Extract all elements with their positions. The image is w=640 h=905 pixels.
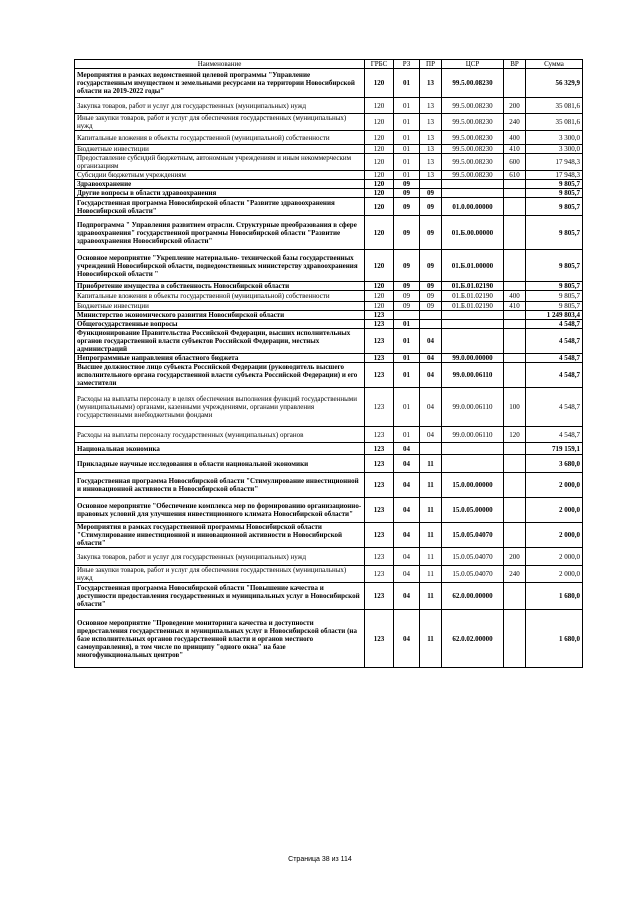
header-vr: ВР <box>504 60 526 69</box>
row-rz: 09 <box>394 216 420 250</box>
row-pr: 09 <box>420 198 442 216</box>
table-row <box>75 114 583 131</box>
row-grbs: 120 <box>365 216 394 250</box>
row-name: Государственная программа Новосибирской области "Повышение качества и доступности предоставления государственных и муниципальных услуг в Новосибирской области" <box>75 583 365 610</box>
table-row <box>75 354 583 363</box>
row-csr: 15.0.05.04070 <box>442 523 504 548</box>
row-rz: 01 <box>394 145 420 154</box>
row-vr <box>504 282 526 291</box>
row-pr <box>420 311 442 320</box>
row-pr <box>420 443 442 455</box>
row-sum: 4 548,7 <box>526 329 583 354</box>
row-rz: 01 <box>394 131 420 145</box>
row-name: Высшее должностное лицо субъекта Российской Федерации (руководитель высшего исполнительного органа государственной власти субъекта Российской Федерации) и его заместители <box>75 363 365 388</box>
row-pr: 13 <box>420 131 442 145</box>
row-sum: 4 548,7 <box>526 388 583 427</box>
row-vr <box>504 198 526 216</box>
row-sum: 17 948,3 <box>526 171 583 180</box>
row-rz: 01 <box>394 98 420 114</box>
row-grbs: 123 <box>365 354 394 363</box>
row-name: Функционирование Правительства Российской Федерации, высших исполнительных органов государственной власти субъектов Российской Федерации, местных администраций <box>75 329 365 354</box>
row-sum: 9 805,7 <box>526 198 583 216</box>
table-row <box>75 566 583 583</box>
row-pr: 11 <box>420 498 442 523</box>
table-row <box>75 583 583 610</box>
row-pr: 04 <box>420 354 442 363</box>
header-name: Наименование <box>75 60 365 69</box>
row-vr: 200 <box>504 98 526 114</box>
row-csr: 01.Б.00.00000 <box>442 216 504 250</box>
row-grbs: 120 <box>365 154 394 171</box>
row-vr: 240 <box>504 114 526 131</box>
row-grbs: 123 <box>365 320 394 329</box>
row-grbs: 120 <box>365 198 394 216</box>
row-rz: 01 <box>394 388 420 427</box>
row-sum: 2 000,0 <box>526 498 583 523</box>
row-sum: 2 000,0 <box>526 548 583 566</box>
row-name: Иные закупки товаров, работ и услуг для обеспечения государственных (муниципальных) нужд <box>75 114 365 131</box>
row-vr <box>504 583 526 610</box>
row-grbs: 123 <box>365 455 394 473</box>
row-csr <box>442 329 504 354</box>
row-rz: 04 <box>394 566 420 583</box>
row-rz: 04 <box>394 610 420 668</box>
row-name: Государственная программа Новосибирской области "Развитие здравоохранения Новосибирской области" <box>75 198 365 216</box>
row-name: Закупка товаров, работ и услуг для государственных (муниципальных) нужд <box>75 548 365 566</box>
row-csr: 99.5.00.08230 <box>442 69 504 98</box>
row-grbs: 120 <box>365 98 394 114</box>
row-sum: 1 680,0 <box>526 610 583 668</box>
row-pr: 11 <box>420 523 442 548</box>
table-header-row <box>75 60 583 69</box>
row-rz: 04 <box>394 455 420 473</box>
table-row <box>75 69 583 98</box>
row-csr: 01.Б.01.02190 <box>442 302 504 311</box>
table-row <box>75 189 583 198</box>
row-sum: 9 805,7 <box>526 180 583 189</box>
row-sum: 9 805,7 <box>526 291 583 302</box>
header-rz: РЗ <box>394 60 420 69</box>
row-grbs: 120 <box>365 180 394 189</box>
row-csr: 99.5.00.08230 <box>442 171 504 180</box>
row-rz: 09 <box>394 189 420 198</box>
row-rz: 09 <box>394 180 420 189</box>
row-csr: 01.Б.01.00000 <box>442 250 504 282</box>
row-vr <box>504 320 526 329</box>
row-vr <box>504 473 526 498</box>
row-csr <box>442 189 504 198</box>
row-vr <box>504 363 526 388</box>
table-row <box>75 548 583 566</box>
row-rz <box>394 311 420 320</box>
table-row <box>75 610 583 668</box>
table-row <box>75 523 583 548</box>
row-rz: 09 <box>394 291 420 302</box>
row-grbs: 120 <box>365 131 394 145</box>
row-csr: 99.5.00.08230 <box>442 98 504 114</box>
row-pr: 09 <box>420 250 442 282</box>
row-pr: 11 <box>420 455 442 473</box>
row-pr: 09 <box>420 216 442 250</box>
row-name: Расходы на выплаты персоналу государственных (муниципальных) органов <box>75 427 365 443</box>
row-vr <box>504 189 526 198</box>
row-name: Бюджетные инвестиции <box>75 145 365 154</box>
row-csr: 01.Б.01.02190 <box>442 282 504 291</box>
row-sum: 9 805,7 <box>526 282 583 291</box>
row-name: Предоставление субсидий бюджетным, автономным учреждениям и иным некоммерческим организациям <box>75 154 365 171</box>
row-sum: 56 329,9 <box>526 69 583 98</box>
row-sum: 9 805,7 <box>526 216 583 250</box>
row-rz: 09 <box>394 250 420 282</box>
row-csr: 99.0.00.06110 <box>442 388 504 427</box>
row-name: Министерство экономического развития Новосибирской области <box>75 311 365 320</box>
row-rz: 04 <box>394 583 420 610</box>
row-pr: 13 <box>420 114 442 131</box>
row-sum: 2 000,0 <box>526 523 583 548</box>
row-sum: 1 680,0 <box>526 583 583 610</box>
row-name: Основное мероприятие "Укрепление материально- технической базы государственных учреждений Новосибирской области, подведомственных министерству здравоохранения Новосибирской области " <box>75 250 365 282</box>
row-name: Приобретение имущества в собственность Новосибирской области <box>75 282 365 291</box>
row-sum: 3 680,0 <box>526 455 583 473</box>
row-csr: 15.0.00.00000 <box>442 473 504 498</box>
table-row <box>75 302 583 311</box>
row-rz: 01 <box>394 363 420 388</box>
row-grbs: 123 <box>365 427 394 443</box>
row-rz: 04 <box>394 473 420 498</box>
row-csr: 99.0.00.06110 <box>442 427 504 443</box>
row-name: Бюджетные инвестиции <box>75 302 365 311</box>
row-vr <box>504 455 526 473</box>
row-grbs: 123 <box>365 363 394 388</box>
row-vr <box>504 250 526 282</box>
table-row <box>75 171 583 180</box>
row-csr <box>442 455 504 473</box>
header-pr: ПР <box>420 60 442 69</box>
row-rz: 09 <box>394 282 420 291</box>
row-name: Капитальные вложения в объекты государственной (муниципальной) собственности <box>75 131 365 145</box>
row-name: Расходы на выплаты персоналу в целях обеспечения выполнения функций государственными (муниципальными) органами, казенными учреждениями, органами управления государственными внебюджетными фондами <box>75 388 365 427</box>
table-row <box>75 427 583 443</box>
row-vr <box>504 216 526 250</box>
row-rz: 09 <box>394 302 420 311</box>
row-rz: 04 <box>394 548 420 566</box>
row-vr: 240 <box>504 566 526 583</box>
row-sum: 9 805,7 <box>526 250 583 282</box>
row-grbs: 123 <box>365 523 394 548</box>
row-rz: 01 <box>394 114 420 131</box>
table-row <box>75 131 583 145</box>
row-rz: 01 <box>394 354 420 363</box>
row-grbs: 123 <box>365 443 394 455</box>
row-csr: 99.0.00.00000 <box>442 354 504 363</box>
row-name: Мероприятия в рамках ведомственной целевой программы "Управление государственным имуществом и земельными ресурсами на территории Новосибирской области на 2019-2022 годы" <box>75 69 365 98</box>
row-vr <box>504 329 526 354</box>
row-pr: 11 <box>420 473 442 498</box>
row-grbs: 120 <box>365 302 394 311</box>
row-name: Национальная экономика <box>75 443 365 455</box>
row-csr: 99.5.00.08230 <box>442 145 504 154</box>
table-row <box>75 311 583 320</box>
row-name: Государственная программа Новосибирской области "Стимулирование инвестиционной и инновационной активности в Новосибирской области" <box>75 473 365 498</box>
row-vr <box>504 180 526 189</box>
row-vr: 400 <box>504 131 526 145</box>
row-csr: 99.0.00.06110 <box>442 363 504 388</box>
row-pr: 04 <box>420 363 442 388</box>
row-name: Основное мероприятие "Проведение мониторинга качества и доступности предоставления государственных и муниципальных услуг в Новосибирской области (на базе исполнительных органов государственной власти и органов местного самоуправления), в том числе по принципу "одного окна" на базе многофункциональных центров" <box>75 610 365 668</box>
row-name: Основное мероприятие "Обеспечение комплекса мер по формированию организационно-правовых условий для улучшения инвестиционного климата Новосибирской области" <box>75 498 365 523</box>
row-grbs: 123 <box>365 473 394 498</box>
row-vr <box>504 498 526 523</box>
header-grbs: ГРБС <box>365 60 394 69</box>
row-vr <box>504 354 526 363</box>
row-name: Капитальные вложения в объекты государственной (муниципальной) собственности <box>75 291 365 302</box>
row-grbs: 120 <box>365 189 394 198</box>
header-csr: ЦСР <box>442 60 504 69</box>
row-name: Другие вопросы в области здравоохранения <box>75 189 365 198</box>
table-row <box>75 154 583 171</box>
row-pr <box>420 180 442 189</box>
row-grbs: 120 <box>365 69 394 98</box>
table-row <box>75 180 583 189</box>
row-pr: 11 <box>420 566 442 583</box>
row-sum: 4 548,7 <box>526 363 583 388</box>
row-pr: 13 <box>420 145 442 154</box>
row-vr: 610 <box>504 171 526 180</box>
row-name: Подпрограмма " Управления развитием отрасли. Структурные преобразования в сфере здравоохранения" государственной программы Новосибирской области "Развитие здравоохранения Новосибирской области" <box>75 216 365 250</box>
table-row <box>75 473 583 498</box>
row-csr: 62.0.00.00000 <box>442 583 504 610</box>
row-vr: 410 <box>504 302 526 311</box>
row-name: Иные закупки товаров, работ и услуг для обеспечения государственных (муниципальных) нужд <box>75 566 365 583</box>
row-vr <box>504 443 526 455</box>
row-name: Здравоохранение <box>75 180 365 189</box>
row-rz: 09 <box>394 198 420 216</box>
row-sum: 3 300,0 <box>526 145 583 154</box>
row-grbs: 123 <box>365 583 394 610</box>
row-rz: 04 <box>394 498 420 523</box>
table-row <box>75 498 583 523</box>
table-body <box>75 69 583 668</box>
row-grbs: 120 <box>365 250 394 282</box>
row-csr <box>442 320 504 329</box>
row-rz: 01 <box>394 329 420 354</box>
row-sum: 35 081,6 <box>526 98 583 114</box>
row-pr: 11 <box>420 610 442 668</box>
row-sum: 17 948,3 <box>526 154 583 171</box>
row-csr: 62.0.02.00000 <box>442 610 504 668</box>
row-rz: 01 <box>394 427 420 443</box>
row-rz: 04 <box>394 443 420 455</box>
row-vr: 400 <box>504 291 526 302</box>
row-vr: 410 <box>504 145 526 154</box>
row-sum: 2 000,0 <box>526 473 583 498</box>
row-pr: 04 <box>420 388 442 427</box>
row-name: Прикладные научные исследования в области национальной экономики <box>75 455 365 473</box>
row-pr: 09 <box>420 302 442 311</box>
row-name: Общегосударственные вопросы <box>75 320 365 329</box>
row-pr: 11 <box>420 548 442 566</box>
row-grbs: 120 <box>365 282 394 291</box>
table-row <box>75 250 583 282</box>
row-name: Мероприятия в рамках государственной программы Новосибирской области "Стимулирование инвестиционной и инновационной активности в Новосибирской области" <box>75 523 365 548</box>
row-vr: 100 <box>504 388 526 427</box>
row-rz: 01 <box>394 69 420 98</box>
row-grbs: 120 <box>365 291 394 302</box>
row-name: Субсидии бюджетным учреждениям <box>75 171 365 180</box>
row-sum: 3 300,0 <box>526 131 583 145</box>
row-pr: 09 <box>420 282 442 291</box>
table-row <box>75 198 583 216</box>
row-pr: 09 <box>420 291 442 302</box>
row-csr <box>442 443 504 455</box>
row-grbs: 123 <box>365 566 394 583</box>
row-rz: 01 <box>394 320 420 329</box>
row-pr <box>420 320 442 329</box>
row-sum: 1 249 803,4 <box>526 311 583 320</box>
row-sum: 4 548,7 <box>526 427 583 443</box>
row-pr: 13 <box>420 154 442 171</box>
row-vr: 600 <box>504 154 526 171</box>
table-row <box>75 388 583 427</box>
row-pr: 04 <box>420 329 442 354</box>
table-row <box>75 282 583 291</box>
row-csr: 15.0.05.04070 <box>442 548 504 566</box>
row-vr <box>504 69 526 98</box>
row-csr: 99.5.00.08230 <box>442 131 504 145</box>
row-grbs: 123 <box>365 311 394 320</box>
row-csr: 99.5.00.08230 <box>442 154 504 171</box>
row-grbs: 123 <box>365 610 394 668</box>
row-sum: 4 548,7 <box>526 354 583 363</box>
table-row <box>75 216 583 250</box>
row-sum: 2 000,0 <box>526 566 583 583</box>
table-row <box>75 443 583 455</box>
row-pr: 13 <box>420 98 442 114</box>
table-row <box>75 329 583 354</box>
row-csr: 99.5.00.08230 <box>442 114 504 131</box>
row-csr <box>442 311 504 320</box>
table-row <box>75 363 583 388</box>
row-vr: 120 <box>504 427 526 443</box>
table-row <box>75 145 583 154</box>
row-sum: 719 159,1 <box>526 443 583 455</box>
table-row <box>75 455 583 473</box>
row-vr <box>504 523 526 548</box>
row-csr: 01.Б.01.02190 <box>442 291 504 302</box>
row-pr: 13 <box>420 69 442 98</box>
row-grbs: 123 <box>365 548 394 566</box>
table-row <box>75 98 583 114</box>
budget-table <box>74 59 583 668</box>
row-name: Непрограммные направления областного бюджета <box>75 354 365 363</box>
row-sum: 9 805,7 <box>526 302 583 311</box>
row-grbs: 123 <box>365 498 394 523</box>
row-rz: 01 <box>394 171 420 180</box>
row-name: Закупка товаров, работ и услуг для государственных (муниципальных) нужд <box>75 98 365 114</box>
row-csr: 15.0.05.04070 <box>442 566 504 583</box>
row-csr: 01.0.00.00000 <box>442 198 504 216</box>
row-grbs: 123 <box>365 388 394 427</box>
row-pr: 11 <box>420 583 442 610</box>
row-csr <box>442 180 504 189</box>
table-row <box>75 291 583 302</box>
row-sum: 9 805,7 <box>526 189 583 198</box>
row-pr: 04 <box>420 427 442 443</box>
row-pr: 09 <box>420 189 442 198</box>
row-vr <box>504 610 526 668</box>
row-vr: 200 <box>504 548 526 566</box>
row-sum: 35 081,6 <box>526 114 583 131</box>
row-sum: 4 548,7 <box>526 320 583 329</box>
row-grbs: 123 <box>365 329 394 354</box>
table-row <box>75 320 583 329</box>
header-sum: Сумма <box>526 60 583 69</box>
row-grbs: 120 <box>365 114 394 131</box>
row-csr: 15.0.05.00000 <box>442 498 504 523</box>
row-rz: 04 <box>394 523 420 548</box>
row-rz: 01 <box>394 154 420 171</box>
row-vr <box>504 311 526 320</box>
row-pr: 13 <box>420 171 442 180</box>
row-grbs: 120 <box>365 145 394 154</box>
page-number: Страница 38 из 114 <box>288 856 352 863</box>
row-grbs: 120 <box>365 171 394 180</box>
